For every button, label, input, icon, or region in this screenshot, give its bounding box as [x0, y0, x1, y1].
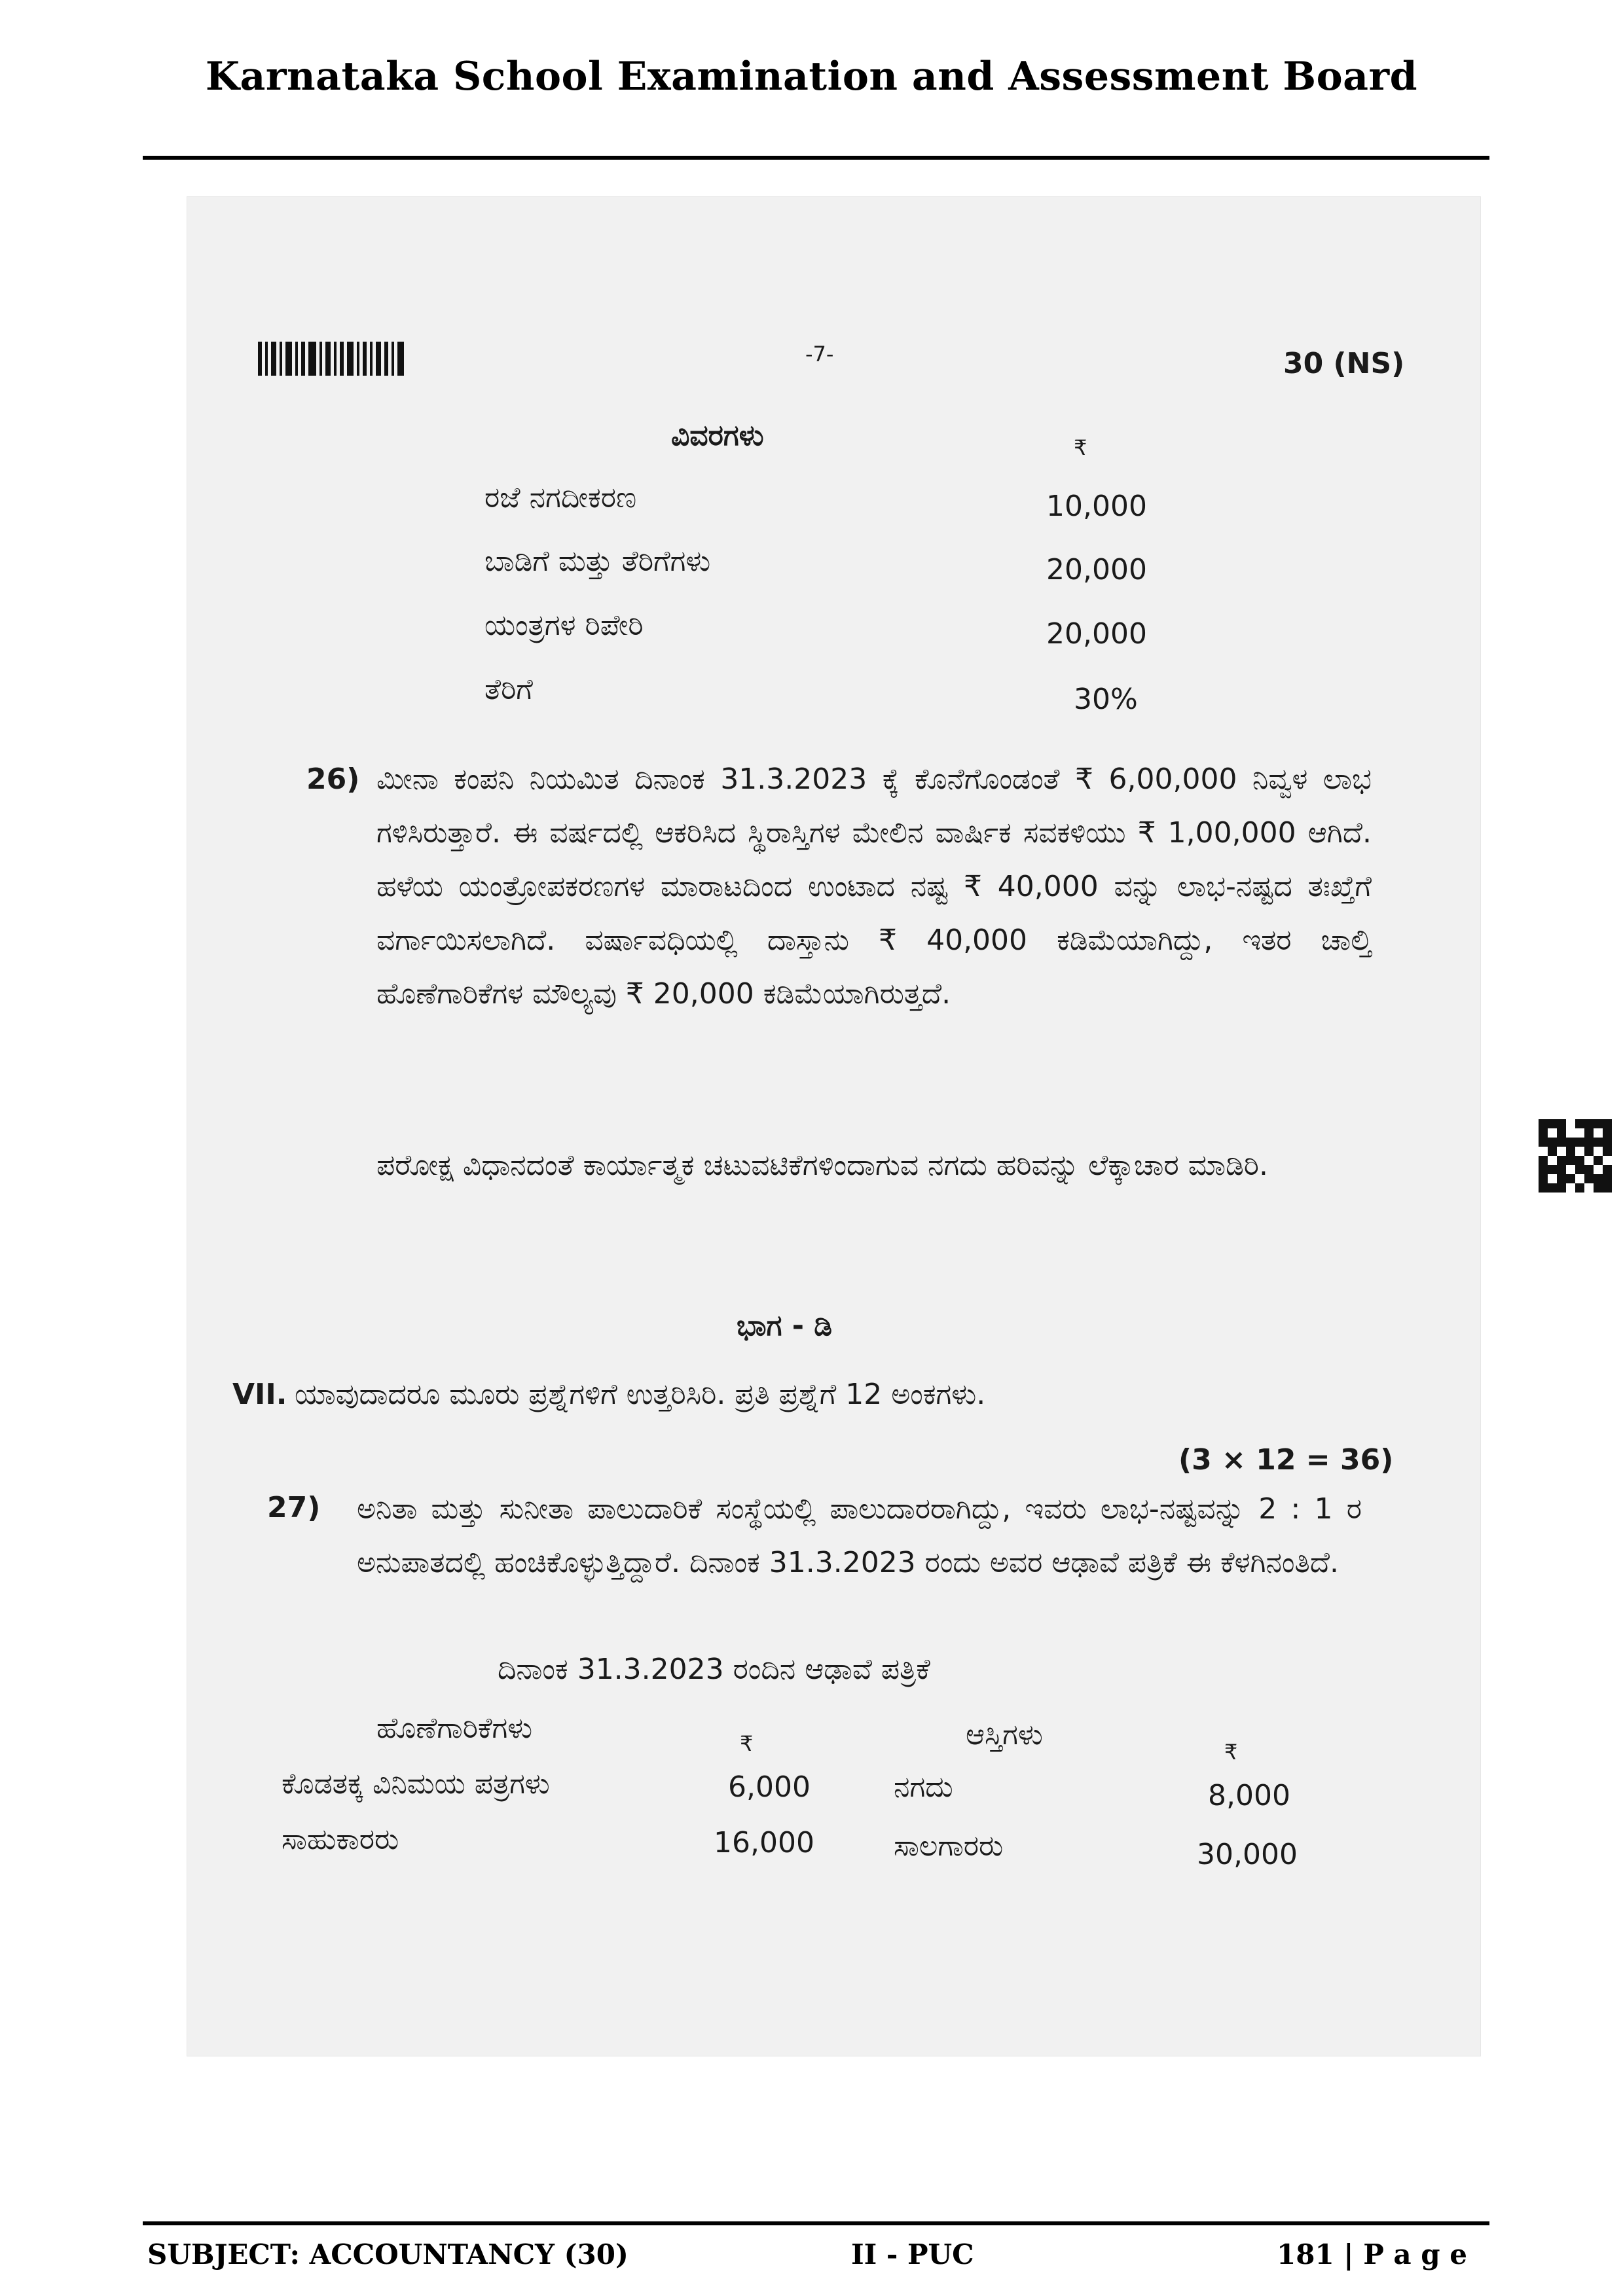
question-number: 26)	[306, 762, 360, 796]
asset-label: ನಗದು	[894, 1770, 953, 1804]
table1-row-label: ಯಂತ್ರಗಳ ರಿಪೇರಿ	[484, 609, 644, 642]
section-marks: (3 × 12 = 36)	[1178, 1443, 1394, 1477]
footer-class: II - PUC	[851, 2238, 974, 2270]
liability-amount: 16,000	[714, 1826, 814, 1859]
table1-row-label: ರಜೆ ನಗದೀಕರಣ	[484, 481, 637, 514]
paper-code: 30 (NS)	[1283, 347, 1405, 380]
page-mark: -7-	[805, 342, 834, 367]
question-text: ಅನಿತಾ ಮತ್ತು ಸುನೀತಾ ಪಾಲುದಾರಿಕೆ ಸಂಸ್ಥೆಯಲ್ಲಿ ಪಾಲುದಾರರಾಗಿದ್ದು, ಇವರು ಲಾಭ-ನಷ್ಟವನ್ನು 2 : 1 ರ ಅನುಪಾತದಲ್ಲಿ ಹಂಚಿಕೊಳ್ಳುತ್ತಿದ್ದಾರೆ. ದಿನಾಂಕ 31.3.2023 ರಂದು ಅವರ ಆಢಾವೆ ಪತ್ರಿಕೆ ಈ ಕೆಳಗಿನಂತಿದೆ.	[357, 1492, 1362, 1579]
footer-divider	[143, 2221, 1489, 2225]
balance-sheet-title: ದಿನಾಂಕ 31.3.2023 ರಂದಿನ ಆಢಾವೆ ಪತ್ರಿಕೆ	[498, 1653, 930, 1686]
rupee-header: ₹	[1074, 435, 1087, 460]
board-title: Karnataka School Examination and Assessment Board	[205, 54, 1418, 99]
asset-amount: 30,000	[1197, 1838, 1298, 1871]
assets-header: ಆಸ್ತಿಗಳು	[966, 1718, 1043, 1751]
asset-label: ಸಾಲಗಾರರು	[894, 1829, 1004, 1863]
asset-amount: 8,000	[1208, 1779, 1290, 1812]
section-instruction: ಯಾವುದಾದರೂ ಮೂರು ಪ್ರಶ್ನೆಗಳಿಗೆ ಉತ್ತರಿಸಿರಿ. ಪ್ರತಿ ಪ್ರಶ್ನೆಗೆ 12 ಅಂಕಗಳು.	[295, 1378, 986, 1411]
rupee-header: ₹	[740, 1731, 754, 1756]
table1-row-label: ತೆರಿಗೆ	[484, 673, 533, 706]
section-title: ಭಾಗ - ಡಿ	[737, 1309, 833, 1342]
table1-row-amount: 30%	[1074, 683, 1138, 716]
table1-row-amount: 10,000	[1046, 490, 1147, 523]
table1-row-label: ಬಾಡಿಗೆ ಮತ್ತು ತೆರಿಗೆಗಳು	[484, 545, 711, 578]
footer-subject: SUBJECT: ACCOUNTANCY (30)	[147, 2238, 629, 2270]
liabilities-header: ಹೊಣೆಗಾರಿಕೆಗಳು	[376, 1712, 533, 1745]
question-instruction: ಪರೋಕ್ಷ ವಿಧಾನದಂತೆ ಕಾರ್ಯಾತ್ಮಕ ಚಟುವಟಿಕೆಗಳಿಂದಾಗುವ ನಗದು ಹರಿವನ್ನು ಲೆಕ್ಕಾಚಾರ ಮಾಡಿರಿ.	[376, 1149, 1269, 1182]
qr-code	[1539, 1119, 1612, 1193]
header-divider	[143, 156, 1489, 160]
question-text: ಮೀನಾ ಕಂಪನಿ ನಿಯಮಿತ ದಿನಾಂಕ 31.3.2023 ಕ್ಕೆ ಕೊನೆಗೊಂಡಂತೆ ₹ 6,00,000 ನಿವ್ವಳ ಲಾಭ ಗಳಿಸಿರುತ್ತಾರೆ. ಈ ವರ್ಷದಲ್ಲಿ ಆಕರಿಸಿದ ಸ್ಥಿರಾಸ್ತಿಗಳ ಮೇಲಿನ ವಾರ್ಷಿಕ ಸವಕಳಿಯು ₹ 1,00,000 ಆಗಿದೆ. ಹಳೆಯ ಯಂತ್ರೋಪಕರಣಗಳ ಮಾರಾಟದಿಂದ ಉಂಟಾದ ನಷ್ಟ ₹ 40,000 ವನ್ನು ಲಾಭ-ನಷ್ಟದ ತಃಖ್ತೆಗೆ ವರ್ಗಾಯಿಸಲಾಗಿದೆ. ವರ್ಷಾವಧಿಯಲ್ಲಿ ದಾಸ್ತಾನು ₹ 40,000 ಕಡಿಮೆಯಾಗಿದ್ದು, ಇತರ ಚಾಲ್ತಿ ಹೊಣೆಗಾರಿಕೆಗಳ ಮೌಲ್ಯವು ₹ 20,000 ಕಡಿಮೆಯಾಗಿರುತ್ತದೆ.	[376, 762, 1372, 1011]
table1-row-amount: 20,000	[1046, 617, 1147, 651]
rupee-header: ₹	[1224, 1740, 1238, 1765]
liability-amount: 6,000	[728, 1770, 811, 1804]
question-number: 27)	[267, 1491, 321, 1524]
section-roman: VII.	[232, 1378, 287, 1411]
table1-row-amount: 20,000	[1046, 553, 1147, 586]
liability-label: ಕೊಡತಕ್ಕ ವಿನಿಮಯ ಪತ್ರಗಳು	[282, 1767, 550, 1801]
liability-label: ಸಾಹುಕಾರರು	[282, 1823, 399, 1856]
particulars-header: ವಿವರಗಳು	[671, 419, 764, 452]
footer-page-number: 181 | P a g e	[1277, 2238, 1467, 2270]
barcode	[258, 342, 439, 376]
